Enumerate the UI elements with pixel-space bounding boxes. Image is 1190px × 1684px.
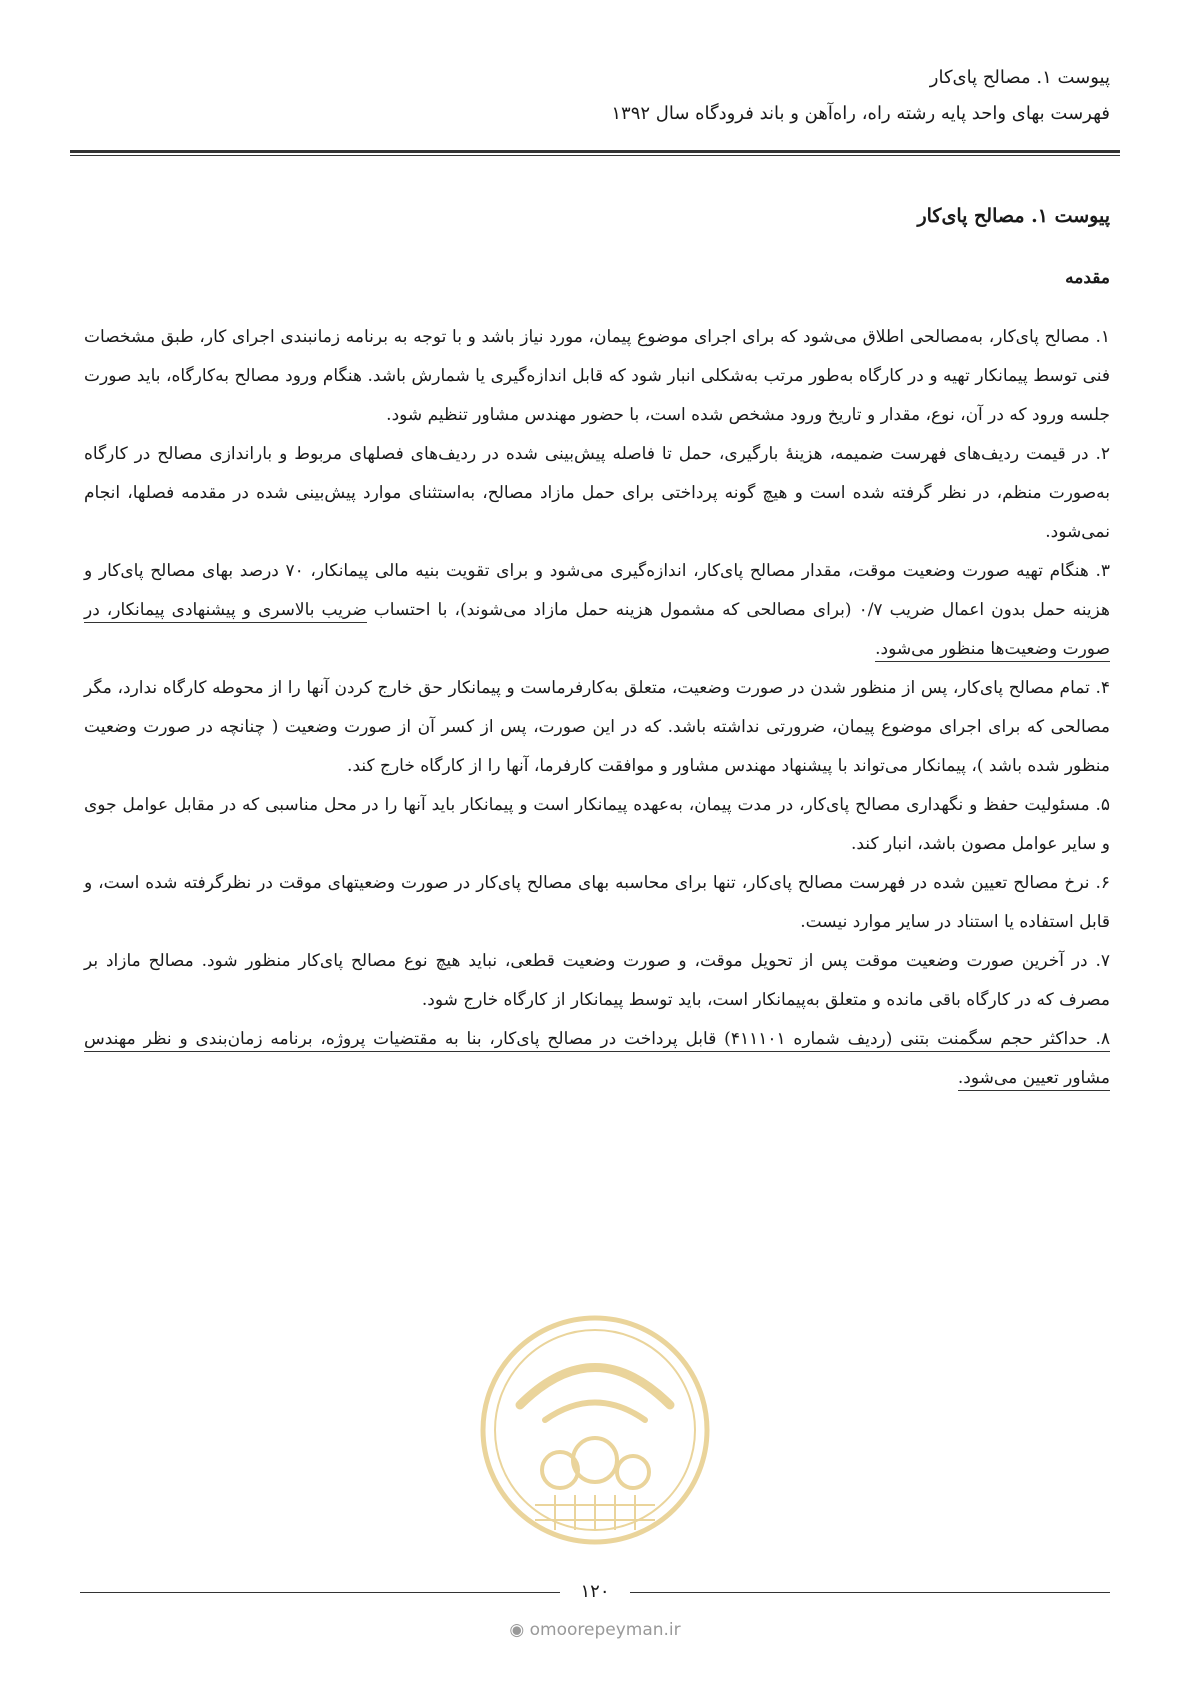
paragraph-7: ۷. در آخرین صورت وضعیت موقت پس از تحویل موقت، و صورت وضعیت قطعی، نباید هیچ نوع مصالح پای‌کار منظور شود. مصالح مازاد بر مصرف که در کارگاه باقی مانده و متعلق به‌پیمانکار است، باید توسط پیمانکار از کارگاه خارج شود. — [84, 951, 1110, 1010]
paragraph-8-underlined: ۸. حداکثر حجم سگمنت بتنی (ردیف شماره ۴۱۱۱۰۱) قابل پرداخت در مصالح پای‌کار، بنا به مقتضیات پروژه، برنامه زمان‌بندی و نظر مهندس مشاور تعیین می‌شود. — [84, 1029, 1110, 1091]
section-subtitle: مقدمه — [1065, 268, 1110, 288]
site-url: omoorepeyman.ir — [529, 1620, 681, 1640]
paragraph-3-text: ۳. هنگام تهیه صورت وضعیت موقت، مقدار مصالح پای‌کار، اندازه‌گیری می‌شود و برای تقویت بنیه مالی پیمانکار، ۷۰ درصد بهای مصالح پای‌کار و هزینه حمل بدون اعمال ضریب ۰/۷ (برای مصالحی که مشمول هزینه حمل مازاد می‌شوند)، با احتساب — [84, 561, 1110, 620]
paragraph-8 — [84, 1020, 1110, 1098]
paragraph-5: ۵. مسئولیت حفظ و نگهداری مصالح پای‌کار، در مدت پیمان، به‌عهده پیمانکار است و پیمانکار باید آنها را در محل مناسبی که در مقابل عوامل جوی و سایر عوامل مصون باشد، انبار کند. — [84, 795, 1110, 854]
header-divider — [70, 150, 1120, 156]
watermark-seal-icon — [475, 1310, 715, 1550]
document-body — [84, 198, 1110, 1098]
paragraph-4: ۴. تمام مصالح پای‌کار، پس از منظور شدن در صورت وضعیت، متعلق به‌کارفرماست و پیمانکار حق خارج کردن آنها را از محوطه کارگاه ندارد، مگر مصالحی که برای اجرای موضوع پیمان، ضرورتی نداشته باشد. که در این صورت، پس از کسر آن از صورت وضعیت ( چنانچه در صورت وضعیت منظور شده باشد )، پیمانکار می‌تواند با پیشنهاد مهندس مشاور و موافقت کارفرما، آنها را از کارگاه خارج کند. — [84, 678, 1110, 776]
site-watermark-text — [0, 1620, 1190, 1640]
section-title: پیوست ۱. مصالح پای‌کار — [917, 205, 1110, 227]
paragraph-3-underlined: ضریب بالاسری و پیشنهادی پیمانکار، در صورت وضعیت‌ها منظور می‌شود. — [84, 600, 1110, 662]
page-number: ۱۲۰ — [560, 1578, 630, 1606]
paragraph-3 — [84, 552, 1110, 669]
header-document-title: فهرست بهای واحد پایه رشته راه، راه‌آهن و باند فرودگاه سال ۱۳۹۲ — [611, 103, 1110, 124]
globe-icon: ◉ — [509, 1620, 525, 1640]
paragraph-2: ۲. در قیمت ردیف‌های فهرست ضمیمه، هزینهٔ بارگیری، حمل تا فاصله پیش‌بینی شده در ردیف‌های فصلهای مربوط و باراندازی مصالح در کارگاه به‌صورت منظم، در نظر گرفته شده است و هیچ گونه پرداختی برای حمل مازاد مصالح، به‌استثنای موارد پیش‌بینی شده در مقدمه فصلها، انجام نمی‌شود. — [84, 444, 1110, 542]
header-appendix-title: پیوست ۱. مصالح پای‌کار — [929, 67, 1110, 88]
page-header — [80, 60, 1110, 132]
paragraph-6: ۶. نرخ مصالح تعیین شده در فهرست مصالح پای‌کار، تنها برای محاسبه بهای مصالح پای‌کار در صورت وضعیتهای موقت در نظرگرفته شده است، و قابل استفاده یا استناد در سایر موارد نیست. — [84, 873, 1110, 932]
paragraph-1: ۱. مصالح پای‌کار، به‌مصالحی اطلاق می‌شود که برای اجرای موضوع پیمان، مورد نیاز باشد و با توجه به برنامه زمانبندی اجرای کار، طبق مشخصات فنی توسط پیمانکار تهیه و در کارگاه به‌طور مرتب به‌شکلی انبار شود که قابل اندازه‌گیری یا شمارش باشد. هنگام ورود مصالح به‌کارگاه، باید صورت جلسه ورود که در آن، نوع، مقدار و تاریخ ورود مشخص شده است، با حضور مهندس مشاور تنظیم شود. — [84, 327, 1111, 425]
